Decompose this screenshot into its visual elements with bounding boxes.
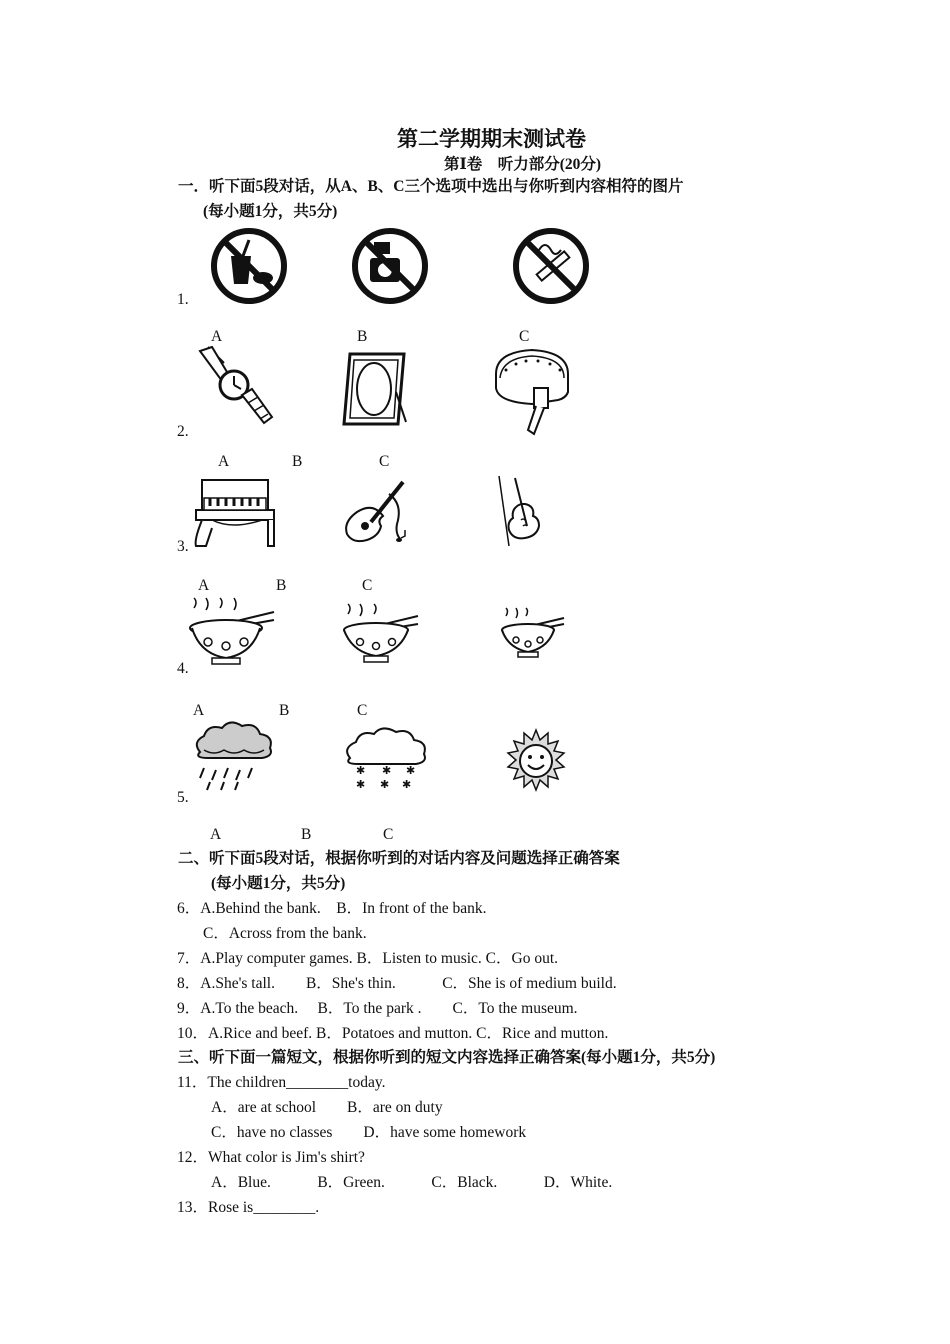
question-number-4: 4. [177, 660, 189, 677]
question-number-5: 5. [177, 789, 189, 806]
question-6: 6．A.Behind the bank. B．In front of the bank. [177, 900, 487, 917]
svg-text:✱: ✱ [382, 764, 392, 777]
option-label-b: B [276, 577, 287, 594]
option-label-a: A [198, 577, 210, 594]
no-food-drink-sign-icon [209, 228, 289, 304]
svg-text:✱: ✱ [380, 778, 390, 791]
question-11: 11．The children________today. [177, 1074, 386, 1091]
question-11-options-cd: C．have no classes D．have some homework [211, 1124, 527, 1141]
question-number-2: 2. [177, 423, 189, 440]
noodle-bowl-small-icon [498, 606, 566, 666]
belt-icon [492, 348, 570, 436]
option-label-b: B [301, 826, 312, 843]
snowy-cloud-icon [342, 724, 432, 790]
section3-heading: 三、听下面一篇短文，根据你听到的短文内容选择正确答案(每小题1分，共5分) [178, 1049, 716, 1066]
section1-heading: 一．听下面5段对话，从A、B、C三个选项中选出与你听到内容相符的图片 [178, 178, 684, 195]
page-title: 第二学期期末测试卷 [397, 127, 586, 151]
svg-text:✱: ✱ [406, 764, 416, 777]
option-label-b: B [279, 702, 290, 719]
question-13: 13．Rose is________. [177, 1199, 320, 1216]
violin-icon [497, 474, 549, 548]
section2-heading: 二、听下面5段对话，根据你听到的对话内容及问题选择正确答案 [178, 850, 620, 867]
piano-icon [192, 472, 278, 550]
option-label-c: C [357, 702, 368, 719]
guitar-icon [341, 472, 413, 548]
section1-note: (每小题1分，共5分) [203, 203, 338, 220]
option-label-b: B [292, 453, 303, 470]
rainy-cloud-icon [190, 722, 280, 794]
question-10: 10．A.Rice and beef. B．Potatoes and mutton. C．Rice and mutton. [177, 1025, 609, 1042]
svg-text:✱: ✱ [356, 778, 366, 791]
option-label-c: C [519, 328, 530, 345]
noodle-bowl-large-icon [186, 596, 276, 674]
option-label-a: A [193, 702, 205, 719]
option-label-c: C [362, 577, 373, 594]
noodle-bowl-medium-icon [340, 602, 420, 672]
wristwatch-icon [196, 347, 276, 429]
option-label-a: A [218, 453, 230, 470]
mirror-icon [340, 352, 408, 426]
option-label-a: A [210, 826, 222, 843]
question-number-1: 1. [177, 291, 189, 308]
section-subtitle: 第Ⅰ卷 听力部分(20分) [444, 156, 602, 173]
no-smoking-sign-icon [511, 228, 591, 304]
svg-text:✱: ✱ [356, 764, 366, 777]
question-9: 9．A.To the beach. B．To the park . C．To the museum. [177, 1000, 578, 1017]
svg-text:✱: ✱ [402, 778, 412, 791]
question-12: 12．What color is Jim's shirt? [177, 1149, 365, 1166]
question-12-options: A．Blue. B．Green. C．Black. D．White. [211, 1174, 613, 1191]
question-8: 8．A.She's tall. B．She's thin. C．She is of medium build. [177, 975, 617, 992]
option-label-b: B [357, 328, 368, 345]
option-label-c: C [379, 453, 390, 470]
no-photography-sign-icon [350, 228, 430, 304]
question-number-3: 3. [177, 538, 189, 555]
question-7: 7．A.Play computer games. B．Listen to music. C．Go out. [177, 950, 559, 967]
question-6-option-c: C．Across from the bank. [203, 925, 367, 942]
option-label-a: A [211, 328, 223, 345]
sun-icon [503, 728, 569, 794]
option-label-c: C [383, 826, 394, 843]
section2-note: (每小题1分，共5分) [211, 875, 346, 892]
question-11-options-ab: A．are at school B．are on duty [211, 1099, 443, 1116]
